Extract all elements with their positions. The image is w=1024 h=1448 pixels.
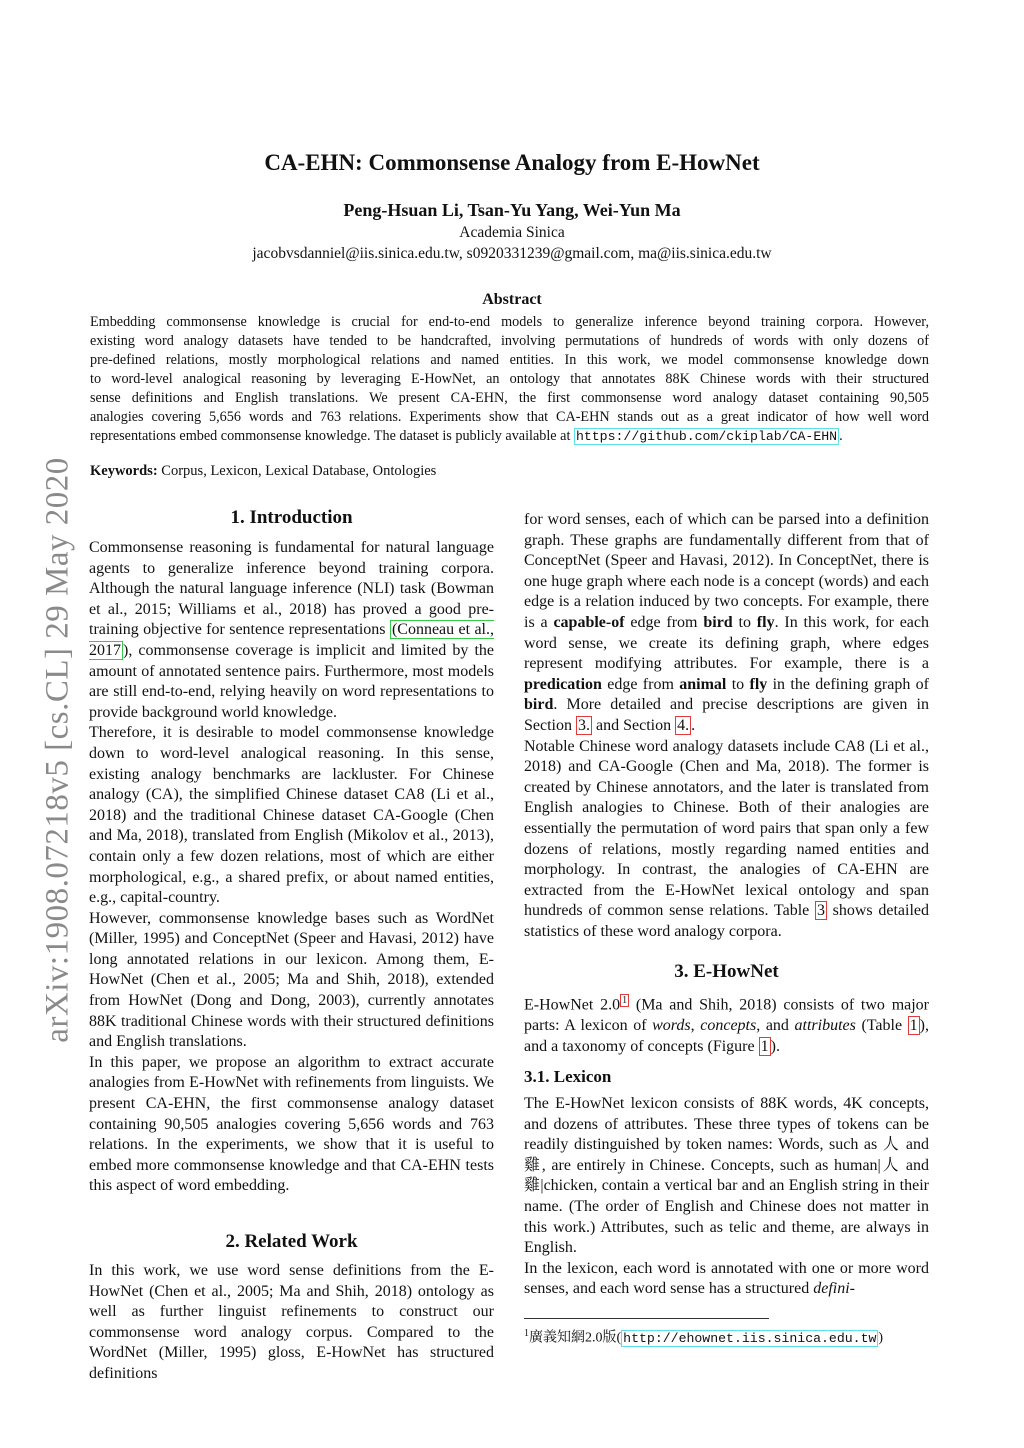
related-paragraph: In this work, we use word sense definitions from the E-HowNet (Chen et al., 2005; Ma and Shih, 2018) ontology as well as further linguist refinements to construct our commonsense word analogy corpus. Compared to the WordNet (Miller, 1995) gloss, E-HowNet has structured definitions [89, 1262, 494, 1382]
abstract-line: sense definitions and English translations. We present CA-EHN, the first commonsense word analogy dataset containing 90,505 [90, 390, 929, 406]
left-column [89, 538, 494, 1197]
footnote: $^1$廣義知網2.0版( http://ehownet.iis.sinica.edu.tw ) [524, 1328, 884, 1346]
abstract-line: analogies covering 5,656 words and 763 relations. Experiments show that CA-EHN stands out as a great indicator of how well word [90, 409, 929, 425]
ehownet-body [524, 991, 929, 1057]
lexicon-body [524, 1094, 929, 1300]
table-ref-link[interactable]: 1 [909, 1016, 918, 1034]
related-work-body [89, 1261, 494, 1385]
abstract-line: Embedding commonsense knowledge is crucial for end-to-end models to generalize inference beyond training corpora. However, [90, 314, 929, 330]
keywords [90, 463, 436, 480]
right-column [524, 510, 929, 942]
footnote-rule [524, 1318, 769, 1319]
ehownet-link[interactable]: http://ehownet.iis.sinica.edu.tw [623, 1330, 877, 1346]
footnote-ref-link[interactable]: 1 [622, 995, 628, 1006]
keywords-text: Corpus, Lexicon, Lexical Database, Ontologies [157, 463, 437, 479]
ehownet-paragraph: E-HowNet 2.0 $^1$ (Ma and Shih, 2018) consists of two major parts: A lexicon of words, concepts, and attributes (Table 1 ), and a taxonomy of concepts (Figure 1 ). [524, 995, 930, 1055]
intro-paragraph: However, commonsense knowledge bases such as WordNet (Miller, 1995) and ConceptNet (Speer and Havasi, 2012) have long annotated relations in our lexicon. Among them, E-HowNet (Chen et al., 2005; Ma and Shih, 2018), extended from HowNet (Dong and Dong, 2003), currently annotates 88K traditional Chinese words with their structured definitions and English translations. [89, 909, 494, 1051]
authors: Peng-Hsuan Li, Tsan-Yu Yang, Wei-Yun Ma [343, 200, 681, 220]
abstract-body [90, 313, 929, 446]
related-paragraph: Notable Chinese word analogy datasets include CA8 (Li et al., 2018) and CA-Google (Chen and Ma, 2018). The former is created by Chinese annotators, and the later is translated from English analogies to Chinese. Both of their analogies are essentially the permutation of word pairs that span only a few dozens of relations, mostly regarding named entities and morphology. In contrast, the analogies of CA-EHN are extracted from the E-HowNet lexical ontology and span hundreds of common sense relations. Table 3 shows detailed statistics of these word analogy corpora. [524, 737, 929, 940]
lexicon-paragraph: The E-HowNet lexicon consists of 88K words, 4K concepts, and dozens of attributes. These three types of tokens can be readily distinguished by token names: Words, such as 人 and 雞, are entirely in Chinese. Concepts, such as human|人 and 雞|chicken, contain a vertical bar and an English string in their name. (The order of English and Chinese does not matter in this work.) Attributes, such as telic and theme, are always in English. [524, 1095, 929, 1257]
arxiv-sidebar-id: arXiv:1908.07218v5 [cs.CL] 29 May 2020 [39, 457, 76, 1043]
lexicon-paragraph: In the lexicon, each word is annotated with one or more word senses, and each word sense has a structured defini- [524, 1259, 929, 1298]
abstract-heading: Abstract [482, 291, 542, 308]
paper-title: CA-EHN: Commonsense Analogy from E-HowNet [264, 150, 760, 175]
figure-ref-link[interactable]: 1 [760, 1037, 769, 1055]
section-ref-link[interactable]: 4. [677, 716, 690, 734]
abstract-line: existing word analogy datasets have tended to be handcrafted, involving permutations of hundreds of words with only dozens of [90, 333, 929, 349]
intro-paragraph: Commonsense reasoning is fundamental for natural language agents to generalize inference beyond training corpora. Although the natural language inference (NLI) task (Bowman et al., 2015; Williams et al., 2018) has proved a good pre-training objective for sentence representations (Conneau et al., 2017 ), commonsense coverage is implicit and limited by the amount of annotated sentence pairs. Furthermore, most models are still end-to-end, relying heavily on word representations to provide background world knowledge. [89, 539, 495, 721]
section-heading-ehownet: 3. E-HowNet [674, 961, 779, 982]
table-ref-link[interactable]: 3 [816, 902, 825, 920]
abstract-line-last: representations embed commonsense knowledge. The dataset is publicly available at https://github.com/ckiplab/CA-EHN . [90, 428, 843, 444]
author-emails: jacobvsdanniel@iis.sinica.edu.tw, s0920331239@gmail.com, ma@iis.sinica.edu.tw [252, 245, 772, 262]
abstract-line: pre-defined relations, mostly morphological relations and named entities. In this work, we model commonsense knowledge down [90, 352, 929, 368]
related-paragraph: for word senses, each of which can be parsed into a definition graph. These graphs are fundamentally different from that of ConceptNet (Speer and Havasi, 2012). In ConceptNet, there is one huge graph where each node is a concept (words) and each edge is a relation induced by two concepts. For example, there is a capable-of edge from bird to fly. In this work, for each word sense, we create its defining graph, where edges represent modifying attributes. For example, there is a predication edge from animal to fly in the defining graph of bird. More detailed and precise descriptions are given in Section 3. and Section 4. . [524, 511, 930, 734]
section-heading-introduction: 1. Introduction [230, 507, 353, 528]
citation-link[interactable]: (Conneau et al., 2017 [89, 621, 495, 659]
abstract-line: to word-level analogical reasoning by leveraging E-HowNet, an ontology that annotates 88K Chinese words with their structured [90, 371, 929, 387]
dataset-link[interactable]: https://github.com/ckiplab/CA-EHN [575, 429, 838, 444]
affiliation: Academia Sinica [459, 224, 565, 241]
intro-paragraph: In this paper, we propose an algorithm to extract accurate analogies from E-HowNet with refinements from linguists. We present CA-EHN, the first commonsense analogy dataset containing 90,505 analogies covering 5,656 words and 763 relations. In the experiments, we show that it is useful to embed more commonsense knowledge and that CA-EHN tests this aspect of word embedding. [89, 1053, 494, 1195]
section-ref-link[interactable]: 3. [578, 716, 590, 734]
subsection-heading-lexicon: 3.1. Lexicon [524, 1067, 612, 1086]
section-heading-related-work: 2. Related Work [225, 1231, 358, 1252]
keywords-label: Keywords: [90, 463, 158, 479]
intro-paragraph: Therefore, it is desirable to model commonsense knowledge down to word-level analogical reasoning. In this sense, existing analogy benchmarks are lackluster. For Chinese analogy (CA), the simplified Chinese dataset CA8 (Li et al., 2018) and the traditional Chinese dataset CA-Google (Chen and Ma, 2018), translated from English (Mikolov et al., 2013), contain only a few dozen relations, most of which are either morphological, e.g., a shared prefix, or about named entities, e.g., capital-country. [89, 724, 494, 907]
